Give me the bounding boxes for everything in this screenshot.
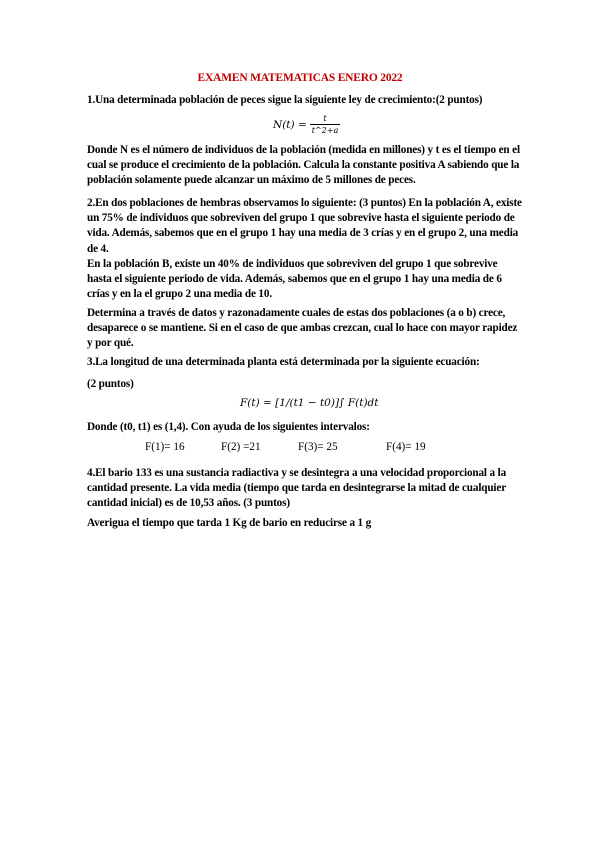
interval-f4: F(4)= 19 — [386, 441, 426, 453]
interval-f2: F(2) =21 — [221, 441, 261, 453]
q3-points: (2 puntos) — [87, 378, 134, 390]
exam-title: EXAMEN MATEMATICAS ENERO 2022 — [197, 72, 403, 84]
q1-formula-lhs: N(t) = — [273, 118, 307, 131]
q2-paragraph-2: En la población B, existe un 40% de individuos que sobreviven del grupo 1 que sobrevive hasta el siguiente periodo de vida. Además, sabemos que en el grupo 1 hay una media de 6 crías y en la el grupo 2 una media de 10. — [87, 258, 502, 301]
q4-text: 4.El bario 133 es una sustancia radiactiva y se desintegra a una velocidad proporcional a la cantidad presente. La vida media (tiempo que tarda en desintegrarse la mitad de cualquier cantidad inicial) es de 10,53 años. (3 puntos) — [87, 467, 507, 510]
q1-text: Donde N es el número de individuos de la población (medida en millones) y t es el tiempo en el cual se produce el crecimiento de la población. Calcula la constante positiva A sabiendo que la población solamente puede alcanzar un máximo de 5 millones de peces. — [87, 144, 520, 187]
interval-f1: F(1)= 16 — [145, 441, 185, 453]
q3-text: Donde (t0, t1) es (1,4). Con ayuda de los siguientes intervalos: — [87, 421, 370, 433]
q1-formula — [273, 114, 340, 135]
q3-formula: F(t) = [1/(t1 − t0)]∫ F(t)dt — [240, 397, 379, 409]
q2-paragraph-3: Determina a través de datos y razonadamente cuales de estas dos poblaciones (a o b) crece, desaparece o se mantiene. Si en el caso de que ambas crezcan, cual lo hace con mayor rapidez y por qué. — [87, 307, 518, 350]
q1-formula-numerator: t — [323, 114, 327, 123]
q1-formula-denominator: t^2+a — [311, 126, 339, 135]
q3-heading: 3.La longitud de una determinada planta está determinada por la siguiente ecuación: — [87, 356, 480, 368]
q1-heading: 1.Una determinada población de peces sigue la siguiente ley de crecimiento:(2 puntos) — [87, 94, 483, 106]
interval-f3: F(3)= 25 — [298, 441, 338, 453]
q4-question: Averigua el tiempo que tarda 1 Kg de bario en reducirse a 1 g — [87, 517, 372, 529]
q2-paragraph-1: 2.En dos poblaciones de hembras observamos lo siguiente: (3 puntos) En la población A, existe un 75% de individuos que sobreviven del grupo 1 que sobrevive hasta el siguiente periodo de vida. Además, sabemos que en el grupo 1 hay una media de 3 crías y en el grupo 2, una media de 4. — [87, 197, 522, 255]
